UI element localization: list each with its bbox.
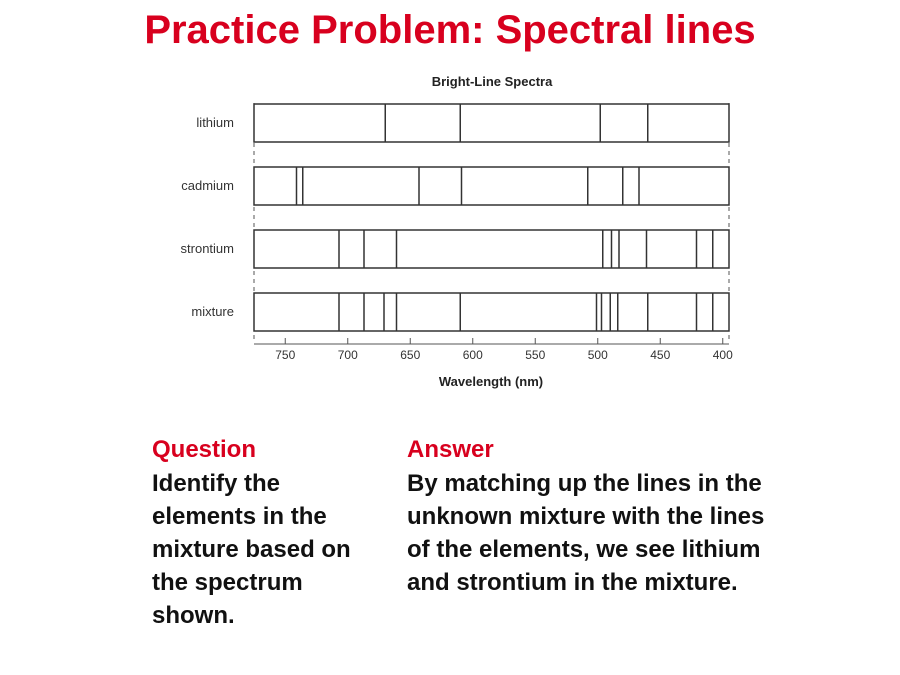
x-tick-label: 550 (525, 348, 546, 362)
x-tick-label: 500 (587, 348, 608, 362)
spectrum-label-lithium: lithium (196, 115, 234, 130)
answer-heading: Answer (407, 436, 494, 463)
spectrum-band-strontium (254, 230, 729, 268)
chart-title: Bright-Line Spectra (431, 74, 553, 89)
x-tick-label: 600 (462, 348, 483, 362)
spectrum-strontium (181, 230, 729, 268)
x-tick-label: 650 (400, 348, 421, 362)
spectrum-band-lithium (254, 104, 729, 142)
answer-text: By matching up the lines in the unknown mixture with the lines of the elements, we see lithium and strontium in the mixture. (407, 470, 765, 596)
x-tick-label: 750 (275, 348, 296, 362)
x-tick-label: 450 (650, 348, 671, 362)
question-heading: Question (152, 436, 257, 463)
spectrum-mixture (191, 293, 729, 331)
x-axis-label: Wavelength (nm) (438, 374, 544, 389)
question-text: Identify the elements in the mixture based on the spectrum shown. (152, 470, 351, 629)
spectrum-cadmium (181, 167, 729, 205)
spectrum-band-cadmium (254, 167, 729, 205)
spectrum-lithium (196, 104, 729, 142)
spectrum-label-mixture: mixture (191, 304, 234, 319)
spectrum-label-cadmium: cadmium (181, 178, 234, 193)
spectrum-label-strontium: strontium (180, 241, 234, 256)
spectrum-band-mixture (254, 293, 729, 331)
x-tick-label: 400 (712, 348, 733, 362)
x-tick-label: 700 (337, 348, 358, 362)
slide-title: Practice Problem: Spectral lines (144, 8, 756, 52)
